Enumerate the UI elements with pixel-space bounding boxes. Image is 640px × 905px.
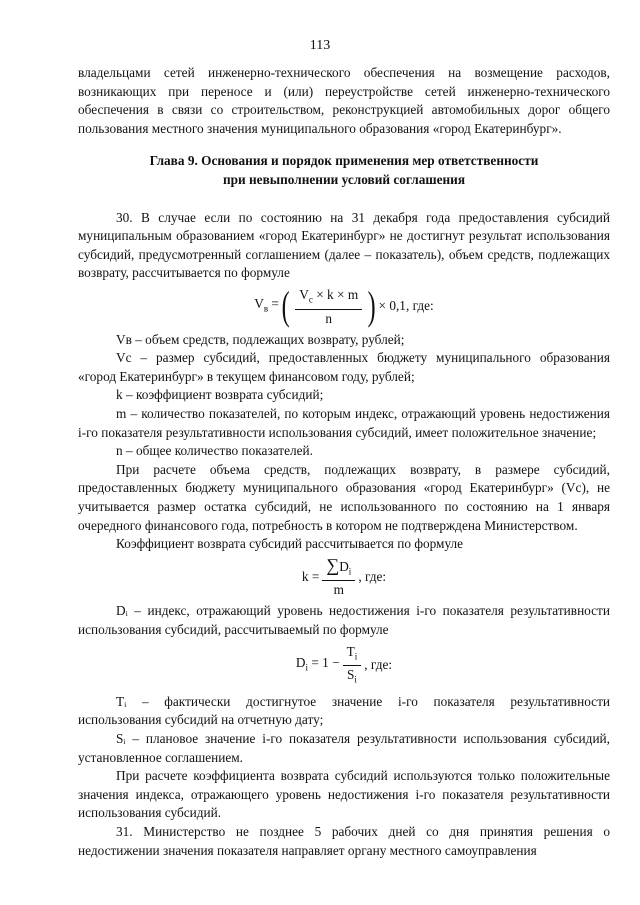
formula2-numerator: $\sum D_i$ <box>322 557 355 582</box>
formula3-lhs: $D_i = 1$ − <box>295 655 340 673</box>
formula-return-volume <box>78 283 610 329</box>
definition-m: m – количество показателей, по которым индекс, отражающий уровень недостижения i-го показателя результативности использования субсидий, имеет положительное значение; <box>78 405 610 440</box>
paragraph-30: 30. В случае если по состоянию на 31 декабря года предоставления субсидий муниципальным образованием «город Екатеринбург» не достигнут результат использования субсидий, предусмотренный соглашением (далее – показатель), объем средств, подлежащих возврату, рассчитывается по формуле <box>78 209 610 281</box>
formula2-lhs: k = <box>301 569 320 585</box>
definition-si: Sᵢ – плановое значение i-го показателя результативности использования субсидий, установленное соглашением. <box>78 731 610 765</box>
formula-index <box>78 643 610 689</box>
definition-vv: Vв – объем средств, подлежащих возврату, рублей; <box>116 331 405 347</box>
paragraph-coefficient: Коэффициент возврата субсидий рассчитывается по формуле <box>116 536 464 552</box>
definition-di: Dᵢ – индекс, отражающий уровень недостижения i-го показателя результативности использования субсидий, рассчитываемый по формуле <box>78 603 610 637</box>
formula3-rhs: , где: <box>364 657 393 673</box>
formula1-fraction <box>295 286 362 327</box>
definition-ti: Tᵢ – фактически достигнутое значение i-го показателя результативности использования субсидий на отчетную дату; <box>78 693 610 728</box>
paragraph-calculation: При расчете объема средств, подлежащих возврату, в размере субсидий, предоставленных бюджету муниципального образования «город Екатеринбург» (Vс), не учитывается размер остатка субсидий, не использованного по состоянию на 1 января очередного финансового года, потребность в котором не подтверждена Министерством. <box>78 461 610 533</box>
formula1-left-paren: ( <box>281 283 290 329</box>
formula2-rhs: , где: <box>358 569 387 585</box>
formula2-denominator: m <box>333 582 344 598</box>
formula1-right-paren: ) <box>367 283 376 329</box>
formula2-fraction <box>322 554 355 599</box>
chapter-title-line1: Глава 9. Основания и порядок применения мер ответственности <box>149 153 539 169</box>
page-number: 113 <box>309 38 331 53</box>
formula-coefficient <box>78 554 610 599</box>
formula3-fraction <box>343 643 362 689</box>
paragraph-31: 31. Министерство не позднее 5 рабочих дней со дня принятия решения о недостижении значения показателя направляет органу местного самоуправления <box>78 824 610 858</box>
definition-vc: Vс – размер субсидий, предоставленных бюджету муниципального образования «город Екатеринбург» в текущем финансовом году, рублей; <box>78 350 610 384</box>
page-content <box>78 64 610 860</box>
chapter-title-line2: при невыполнении условий соглашения <box>222 171 466 187</box>
paragraph-coefficient-calc: При расчете коэффициента возврата субсидий используются только положительные значения индекса, отражающего уровень недостижения i-го показателя результативности использования субсидий. <box>78 768 610 821</box>
formula3-numerator: $T_i$ <box>343 643 362 667</box>
formula1-denominator: n <box>325 310 333 326</box>
chapter-title <box>78 152 610 189</box>
intro-paragraph: владельцами сетей инженерно-технического обеспечения на возмещение расходов, возникающих при переносе и (или) переустройстве сетей инженерно-технического обеспечения в связи со строительством, реконструкцией автомобильных дорог общего пользования местного значения муниципального образования «город Екатеринбург». <box>78 65 610 136</box>
definition-k: k – коэффициент возврата субсидий; <box>116 387 324 403</box>
formula1-numerator: $V_с \times k \times m$ <box>295 286 362 310</box>
formula3-denominator: $S_i$ <box>347 667 357 685</box>
formula1-lhs: $V_в$ = <box>254 295 279 314</box>
formula1-rhs: × 0,1, где: <box>378 297 434 313</box>
definition-n: n – общее количество показателей. <box>116 443 313 459</box>
